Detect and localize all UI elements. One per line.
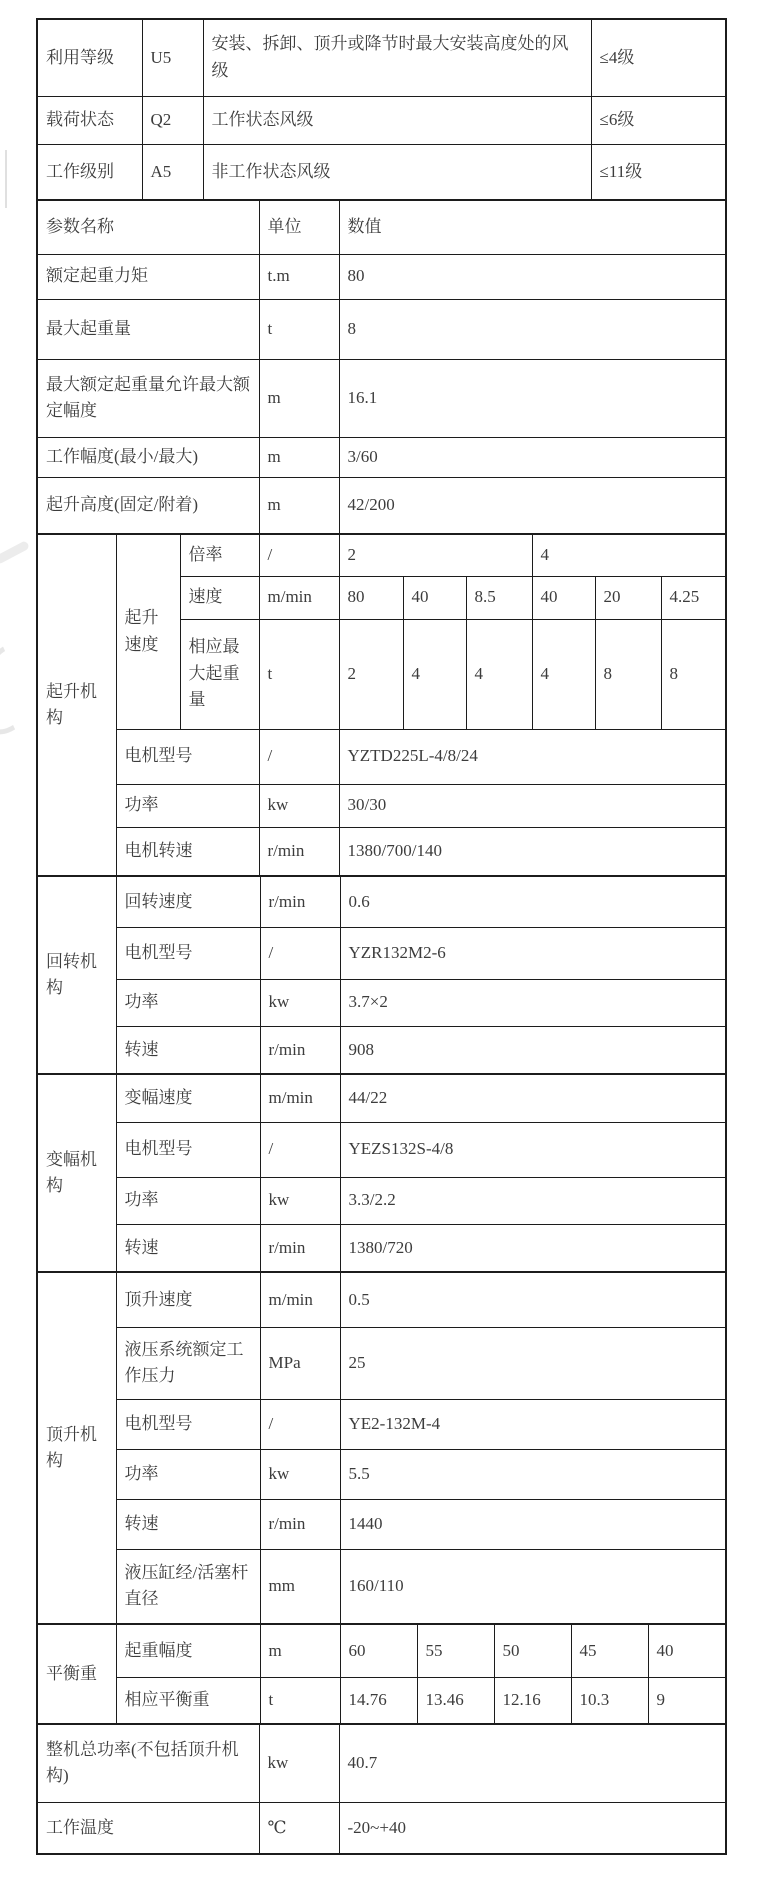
param-name-cell: 电机型号 [116, 729, 259, 784]
mechanism-group-cell: 回转机构 [37, 876, 116, 1074]
wind-limit-cell: ≤4级 [591, 19, 726, 96]
grade-label-cell: 载荷状态 [37, 96, 142, 144]
grade-code-cell: Q2 [142, 96, 203, 144]
table-row [37, 729, 726, 784]
unit-cell: m/min [260, 1272, 340, 1327]
value-cell: YZR132M2-6 [340, 927, 726, 979]
value-cell: 10.3 [571, 1677, 648, 1724]
unit-cell: / [260, 1399, 340, 1449]
value-cell: 4 [532, 619, 595, 729]
table-row [37, 1624, 726, 1677]
param-name-cell: 液压缸经/活塞杆直径 [116, 1549, 260, 1624]
unit-cell: m/min [260, 1074, 340, 1122]
hoisting-mechanism-table [36, 533, 727, 877]
table-row [37, 1802, 726, 1854]
value-cell: 8 [661, 619, 726, 729]
table-row [37, 1724, 726, 1802]
table-row [37, 784, 726, 827]
unit-cell: t.m [259, 254, 339, 299]
unit-header: 单位 [259, 200, 339, 254]
table-row [37, 1074, 726, 1122]
param-name-cell: 回转速度 [116, 876, 260, 927]
param-name-cell: 顶升速度 [116, 1272, 260, 1327]
value-cell: 4 [532, 534, 726, 576]
param-name-cell: 功率 [116, 1177, 260, 1224]
unit-cell: m [259, 437, 339, 477]
value-cell: YZTD225L-4/8/24 [339, 729, 726, 784]
param-name-cell: 相应平衡重 [116, 1677, 260, 1724]
unit-cell: kw [260, 979, 340, 1026]
unit-cell: m/min [259, 576, 339, 619]
wind-grade-table [36, 18, 727, 201]
value-cell: 14.76 [340, 1677, 417, 1724]
unit-cell: mm [260, 1549, 340, 1624]
value-cell: 50 [494, 1624, 571, 1677]
wind-desc-cell: 工作状态风级 [203, 96, 591, 144]
value-cell: 13.46 [417, 1677, 494, 1724]
value-cell: 40 [648, 1624, 726, 1677]
wind-desc-cell: 安装、拆卸、顶升或降节时最大安装高度处的风级 [203, 19, 591, 96]
param-name-cell: 液压系统额定工作压力 [116, 1327, 260, 1399]
watermark-decoration [0, 540, 30, 565]
value-cell: 40 [403, 576, 466, 619]
mechanism-group-cell: 变幅机构 [37, 1074, 116, 1272]
table-row [37, 144, 726, 200]
param-name-cell: 电机型号 [116, 1399, 260, 1449]
param-name-cell: 功率 [116, 1449, 260, 1499]
table-header-row [37, 200, 726, 254]
value-cell: 40 [532, 576, 595, 619]
value-cell: 25 [340, 1327, 726, 1399]
value-cell: 45 [571, 1624, 648, 1677]
unit-cell: ℃ [259, 1802, 339, 1854]
param-name-cell: 电机型号 [116, 1122, 260, 1177]
value-cell: YE2-132M-4 [340, 1399, 726, 1449]
table-row [37, 1449, 726, 1499]
unit-cell: r/min [260, 876, 340, 927]
value-cell: 30/30 [339, 784, 726, 827]
value-cell: 42/200 [339, 477, 726, 534]
table-row [37, 359, 726, 437]
value-cell: 2 [339, 619, 403, 729]
unit-cell: m [260, 1624, 340, 1677]
param-name-cell: 起重幅度 [116, 1624, 260, 1677]
param-name-cell: 功率 [116, 979, 260, 1026]
value-cell: 5.5 [340, 1449, 726, 1499]
value-cell: 12.16 [494, 1677, 571, 1724]
value-cell: YEZS132S-4/8 [340, 1122, 726, 1177]
watermark-decoration [5, 150, 7, 208]
value-cell: 1440 [340, 1499, 726, 1549]
param-name-cell: 电机型号 [116, 927, 260, 979]
spec-sheet [36, 18, 727, 1855]
unit-cell: / [260, 927, 340, 979]
basic-params-table [36, 199, 727, 535]
param-name-cell: 额定起重力矩 [37, 254, 259, 299]
unit-cell: r/min [259, 827, 339, 876]
param-name-header: 参数名称 [37, 200, 259, 254]
param-name-cell: 转速 [116, 1224, 260, 1272]
value-cell: 3.3/2.2 [340, 1177, 726, 1224]
wind-desc-cell: 非工作状态风级 [203, 144, 591, 200]
param-name-cell: 起升高度(固定/附着) [37, 477, 259, 534]
value-cell: 80 [339, 576, 403, 619]
value-cell: 20 [595, 576, 661, 619]
table-row [37, 1399, 726, 1449]
grade-code-cell: U5 [142, 19, 203, 96]
param-name-cell: 工作温度 [37, 1802, 259, 1854]
table-row [37, 1499, 726, 1549]
value-cell: 3/60 [339, 437, 726, 477]
jacking-mechanism-table [36, 1271, 727, 1625]
param-name-cell: 转速 [116, 1026, 260, 1074]
wind-limit-cell: ≤6级 [591, 96, 726, 144]
value-cell: -20~+40 [339, 1802, 726, 1854]
grade-label-cell: 工作级别 [37, 144, 142, 200]
value-cell: 8 [339, 299, 726, 359]
unit-cell: r/min [260, 1499, 340, 1549]
param-name-cell: 最大起重量 [37, 299, 259, 359]
value-cell: 4 [403, 619, 466, 729]
value-cell: 4.25 [661, 576, 726, 619]
value-header: 数值 [339, 200, 726, 254]
table-row [37, 927, 726, 979]
hoist-speed-group-cell: 起升速度 [116, 534, 180, 729]
grade-label-cell: 利用等级 [37, 19, 142, 96]
counterweight-table [36, 1623, 727, 1725]
param-name-cell: 整机总功率(不包括顶升机构) [37, 1724, 259, 1802]
value-cell: 60 [340, 1624, 417, 1677]
value-cell: 908 [340, 1026, 726, 1074]
value-cell: 160/110 [340, 1549, 726, 1624]
value-cell: 8.5 [466, 576, 532, 619]
unit-cell: r/min [260, 1224, 340, 1272]
counterweight-group-cell: 平衡重 [37, 1624, 116, 1724]
value-cell: 1380/720 [340, 1224, 726, 1272]
unit-cell: m [259, 359, 339, 437]
table-row [37, 1677, 726, 1724]
wind-limit-cell: ≤11级 [591, 144, 726, 200]
param-name-cell: 相应最大起重量 [180, 619, 259, 729]
param-name-cell: 转速 [116, 1499, 260, 1549]
unit-cell: kw [260, 1449, 340, 1499]
table-row [37, 96, 726, 144]
param-name-cell: 电机转速 [116, 827, 259, 876]
table-row [37, 437, 726, 477]
table-row [37, 1327, 726, 1399]
param-name-cell: 倍率 [180, 534, 259, 576]
value-cell: 16.1 [339, 359, 726, 437]
value-cell: 4 [466, 619, 532, 729]
table-row [37, 534, 726, 576]
unit-cell: MPa [260, 1327, 340, 1399]
param-name-cell: 变幅速度 [116, 1074, 260, 1122]
table-row [37, 1177, 726, 1224]
value-cell: 2 [339, 534, 532, 576]
unit-cell: kw [260, 1177, 340, 1224]
table-row [37, 19, 726, 96]
table-row [37, 1122, 726, 1177]
table-row [37, 1549, 726, 1624]
param-name-cell: 功率 [116, 784, 259, 827]
value-cell: 8 [595, 619, 661, 729]
value-cell: 44/22 [340, 1074, 726, 1122]
table-row [37, 1224, 726, 1272]
table-row [37, 477, 726, 534]
unit-cell: kw [259, 1724, 339, 1802]
value-cell: 3.7×2 [340, 979, 726, 1026]
mechanism-group-cell: 起升机构 [37, 534, 116, 876]
grade-code-cell: A5 [142, 144, 203, 200]
table-row [37, 254, 726, 299]
unit-cell: t [260, 1677, 340, 1724]
value-cell: 0.5 [340, 1272, 726, 1327]
value-cell: 1380/700/140 [339, 827, 726, 876]
table-row [37, 827, 726, 876]
table-row [37, 979, 726, 1026]
value-cell: 9 [648, 1677, 726, 1724]
value-cell: 0.6 [340, 876, 726, 927]
value-cell: 55 [417, 1624, 494, 1677]
table-row [37, 876, 726, 927]
table-row [37, 299, 726, 359]
unit-cell: / [259, 534, 339, 576]
luffing-mechanism-table [36, 1073, 727, 1273]
table-row [37, 1272, 726, 1327]
table-row [37, 1026, 726, 1074]
value-cell: 40.7 [339, 1724, 726, 1802]
param-name-cell: 速度 [180, 576, 259, 619]
slewing-mechanism-table [36, 875, 727, 1075]
unit-cell: t [259, 299, 339, 359]
unit-cell: r/min [260, 1026, 340, 1074]
unit-cell: m [259, 477, 339, 534]
unit-cell: / [260, 1122, 340, 1177]
overall-params-table [36, 1723, 727, 1855]
mechanism-group-cell: 顶升机构 [37, 1272, 116, 1624]
unit-cell: / [259, 729, 339, 784]
param-name-cell: 工作幅度(最小/最大) [37, 437, 259, 477]
param-name-cell: 最大额定起重量允许最大额定幅度 [37, 359, 259, 437]
unit-cell: t [259, 619, 339, 729]
unit-cell: kw [259, 784, 339, 827]
value-cell: 80 [339, 254, 726, 299]
